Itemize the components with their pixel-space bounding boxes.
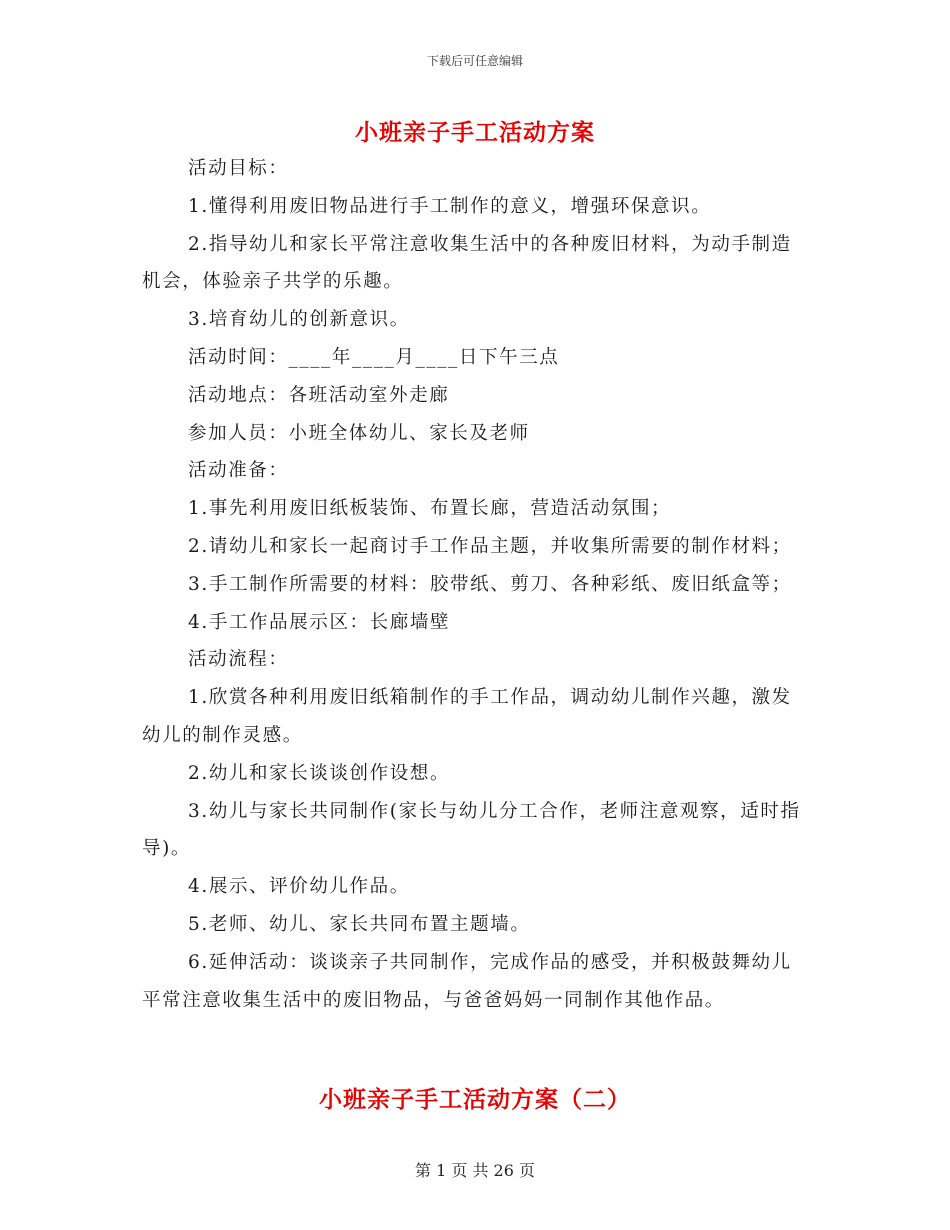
paragraph: 参加人员：小班全体幼儿、家长及老师 bbox=[188, 422, 530, 444]
paragraph: 2.幼儿和家长谈谈创作设想。 bbox=[188, 762, 451, 784]
paragraph: 5.老师、幼儿、家长共同布置主题墙。 bbox=[188, 913, 531, 935]
paragraph: 活动时间：____年____月____日下午三点 bbox=[188, 346, 560, 368]
page-footer: 第 1 页 共 26 页 bbox=[415, 1161, 535, 1180]
paragraph: 活动目标： bbox=[188, 158, 289, 179]
page-header: 下载后可任意编辑 bbox=[426, 54, 523, 68]
paragraph: 活动准备： bbox=[188, 460, 289, 482]
paragraph: 3.培育幼儿的创新意识。 bbox=[188, 309, 410, 331]
paragraph: 2.指导幼儿和家长平常注意收集生活中的各种废旧材料，为动手制造机会，体验亲子共学的乐趣。 bbox=[142, 233, 792, 293]
paragraph: 1.欣赏各种利用废旧纸箱制作的手工作品，调动幼儿制作兴趣，激发幼儿的制作灵感。 bbox=[142, 687, 792, 746]
paragraph: 2.请幼儿和家长一起商讨手工作品主题，并收集所需要的制作材料； bbox=[188, 535, 792, 557]
paragraph: 1.事先利用废旧纸板装饰、布置长廊，营造活动氛围； bbox=[188, 498, 672, 520]
paragraph: 活动地点：各班活动室外走廊 bbox=[188, 384, 450, 406]
paragraph: 6.延伸活动：谈谈亲子共同制作，完成作品的感受，并积极鼓舞幼儿平常注意收集生活中的废旧物品，与爸爸妈妈一同制作其他作品。 bbox=[142, 951, 792, 1011]
paragraph: 4.手工作品展示区：长廊墙壁 bbox=[188, 611, 451, 633]
paragraph: 4.展示、评价幼儿作品。 bbox=[188, 876, 410, 898]
document-title: 小班亲子手工活动方案 bbox=[355, 119, 595, 146]
paragraph: 3.幼儿与家长共同制作(家长与幼儿分工合作，老师注意观察，适时指导)。 bbox=[142, 800, 801, 860]
paragraph: 1.懂得利用废旧物品进行手工制作的意义，增强环保意识。 bbox=[188, 195, 712, 217]
document-body bbox=[142, 150, 810, 1019]
paragraph: 活动流程： bbox=[188, 649, 289, 671]
paragraph: 3.手工制作所需要的材料：胶带纸、剪刀、各种彩纸、废旧纸盒等； bbox=[188, 573, 792, 595]
section-title: 小班亲子手工活动方案（二） bbox=[319, 1086, 631, 1113]
